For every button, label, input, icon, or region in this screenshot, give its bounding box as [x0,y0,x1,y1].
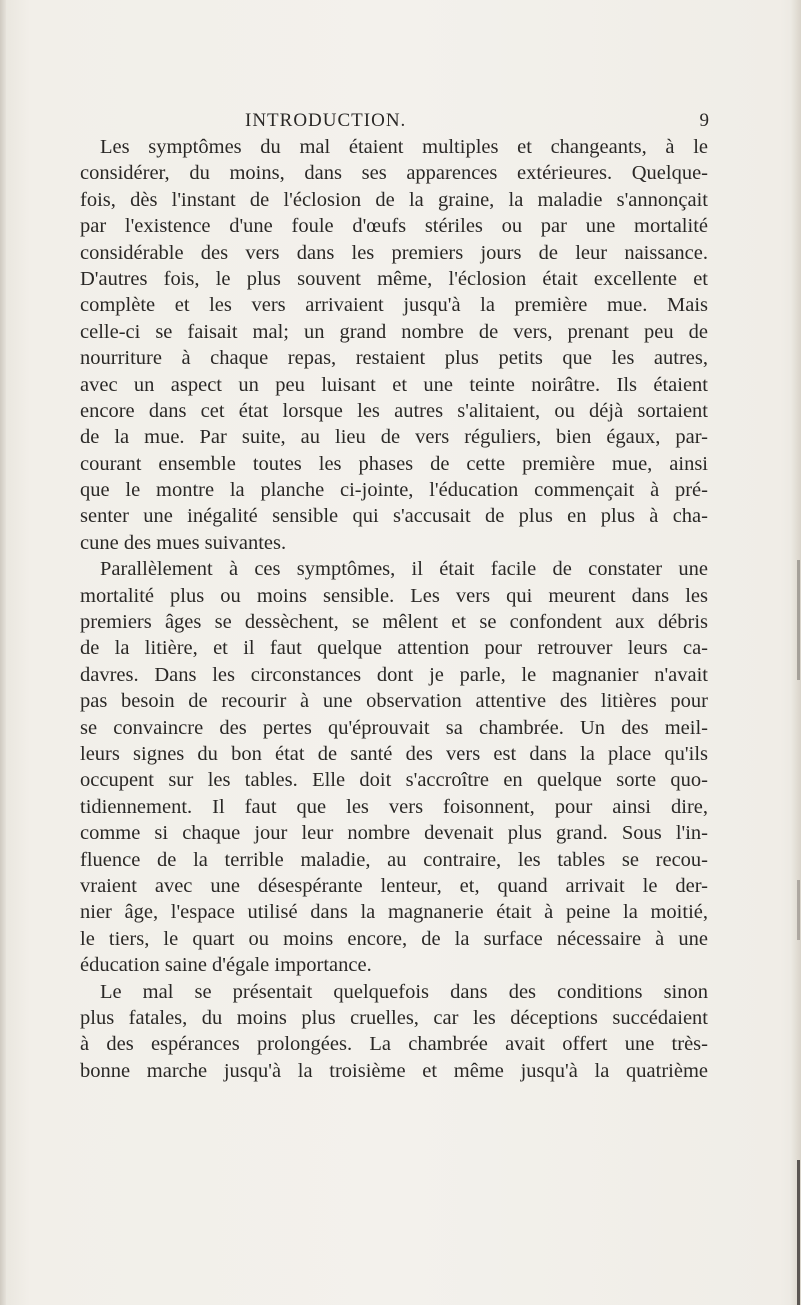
text-line: cune des mues suivantes. [80,531,287,554]
text-line: nourriture à chaque repas, restaient plus petits que les autres, [80,347,708,370]
page-edge [791,0,801,1305]
edge-mark [797,560,800,680]
text-line: premiers âges se dessèchent, se mêlent et se confondent aux débris [80,611,708,634]
text-line: se convaincre des pertes qu'éprouvait sa chambrée. Un des meil- [80,716,708,739]
text-line: mortalité plus ou moins sensible. Les vers qui meurent dans les [80,584,708,607]
text-line: plus fatales, du moins plus cruelles, car les déceptions succédaient [80,1006,708,1029]
text-line: Les symptômes du mal étaient multiples et changeants, à le [100,136,708,158]
edge-mark [797,880,800,940]
text-line: complète et les vers arrivaient jusqu'à la première mue. Mais [80,294,708,317]
text-line: considérable des vers dans les premiers jours de leur naissance. [80,241,708,264]
text-line: pas besoin de recourir à une observation attentive des litières pour [80,690,708,713]
text-line: vraient avec une désespérante lenteur, et, quand arrivait le der- [80,874,708,897]
text-line: Parallèlement à ces symptômes, il était facile de constater une [100,558,708,581]
text-line: que le montre la planche ci-jointe, l'éducation commençait à pré- [80,479,708,502]
text-line: tidiennement. Il faut que les vers foisonnent, pour ainsi dire, [80,795,708,818]
text-line: encore dans cet état lorsque les autres s'alitaient, ou déjà sortaient [80,399,708,422]
binding-gutter [0,0,6,1305]
text-line: celle-ci se faisait mal; un grand nombre de vers, prenant peu de [80,320,708,343]
text-line: davres. Dans les circonstances dont je parle, le magnanier n'avait [80,663,708,686]
paragraph [80,979,708,1085]
text-line: fluence de la terrible maladie, au contraire, les tables se recou- [80,848,708,871]
text-line: bonne marche jusqu'à la troisième et même jusqu'à la quatrième [80,1059,708,1082]
paragraph [80,556,708,978]
text-line: courant ensemble toutes les phases de cette première mue, ainsi [80,452,708,475]
text-line: occupent sur les tables. Elle doit s'accroître en quelque sorte quo- [80,769,708,792]
body-text [80,134,708,1084]
running-title: INTRODUCTION. [245,110,407,131]
text-line: nier âge, l'espace utilisé dans la magnanerie était à peine la moitié, [80,901,708,924]
text-line: avec un aspect un peu luisant et une teinte noirâtre. Ils étaient [80,373,708,396]
text-line: senter une inégalité sensible qui s'accusait de plus en plus à cha- [80,505,708,528]
text-line: fois, dès l'instant de l'éclosion de la graine, la maladie s'annonçait [80,188,708,211]
paragraph [80,134,708,556]
text-line: leurs signes du bon état de santé des vers est dans la place qu'ils [80,742,708,765]
text-line: le tiers, le quart ou moins encore, de la surface nécessaire à une [80,927,708,950]
page-number: 9 [699,110,710,131]
text-line: comme si chaque jour leur nombre devenait plus grand. Sous l'in- [80,822,708,845]
text-line: par l'existence d'une foule d'œufs stériles ou par une mortalité [80,215,708,238]
text-line: de la mue. Par suite, au lieu de vers réguliers, bien égaux, par- [80,426,708,449]
text-line: considérer, du moins, dans ses apparences extérieures. Quelque- [80,162,708,185]
edge-mark [797,1160,800,1305]
text-line: Le mal se présentait quelquefois dans des conditions sinon [100,980,708,1003]
running-head [70,110,710,134]
text-line: D'autres fois, le plus souvent même, l'éclosion était excellente et [80,267,708,290]
text-line: de la litière, et il faut quelque attention pour retrouver leurs ca- [80,637,708,660]
text-line: éducation saine d'égale importance. [80,954,372,977]
text-line: à des espérances prolongées. La chambrée avait offert une très- [80,1033,708,1056]
